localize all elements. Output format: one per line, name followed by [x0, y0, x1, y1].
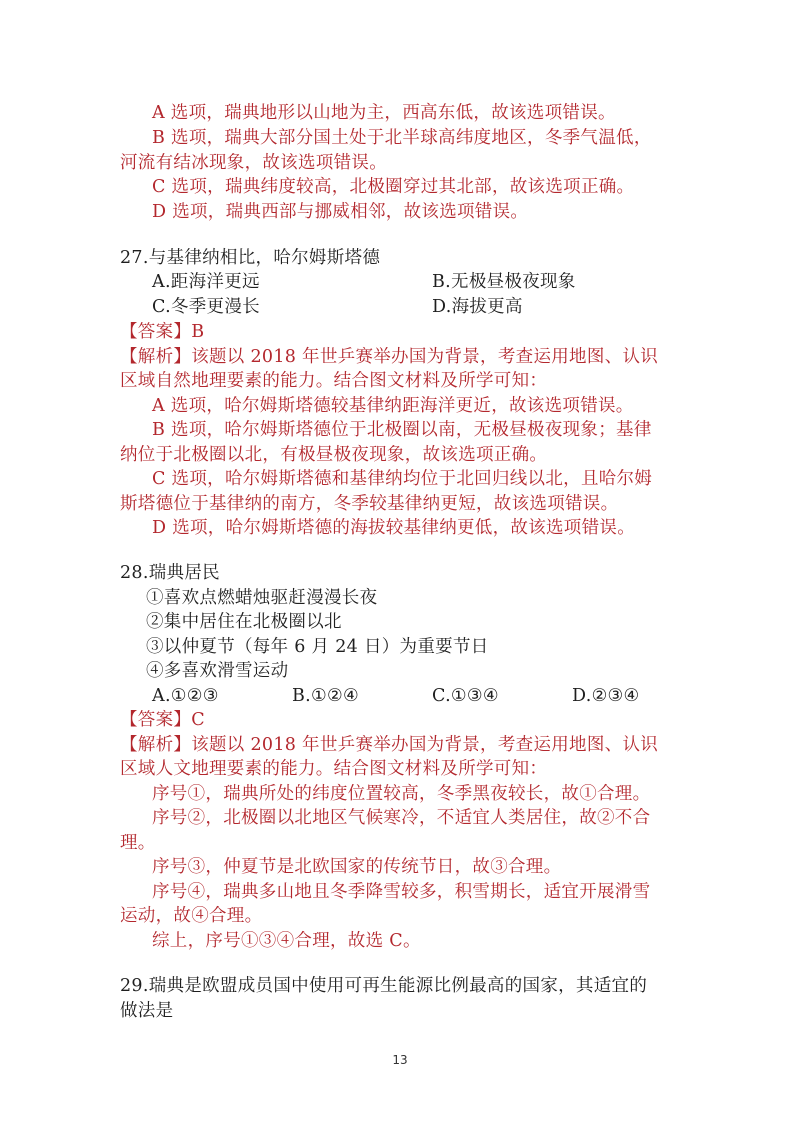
q28-item-4: ④多喜欢滑雪运动: [146, 661, 289, 681]
page-number: 13: [392, 1053, 408, 1067]
q28-item1-explanation: 序号①，瑞典所处的纬度位置较高，冬季黑夜较长，故①合理。: [152, 784, 651, 804]
q28-summary: 综上，序号①③④合理，故选 C。: [152, 931, 421, 951]
q27-stem: 27.与基律纳相比，哈尔姆斯塔德: [120, 248, 381, 268]
q27-answer: 【答案】B: [120, 322, 205, 342]
q26-option-d-explanation: D 选项，瑞典西部与挪威相邻，故该选项错误。: [152, 202, 529, 222]
q28-option-d: D.②③④: [572, 686, 640, 706]
q28-item-1: ①喜欢点燃蜡烛驱赶漫漫长夜: [146, 588, 378, 608]
q27-option-b-explanation-line2: 纳位于北极圈以北，有极昼极夜现象，故该选项正确。: [120, 445, 548, 465]
q28-item3-explanation: 序号③，仲夏节是北欧国家的传统节日，故③合理。: [152, 857, 562, 877]
q27-analysis-line2: 区域自然地理要素的能力。结合图文材料及所学可知：: [120, 371, 548, 391]
q27-analysis-line1: 【解析】该题以 2018 年世乒赛举办国为背景，考查运用地图、认识: [120, 347, 659, 367]
q26-option-b-explanation-line1: B 选项，瑞典大部分国土处于北半球高纬度地区，冬季气温低，: [152, 128, 652, 148]
q28-item4-explanation-line1: 序号④，瑞典多山地且冬季降雪较多，积雪期长，适宜开展滑雪: [152, 882, 651, 902]
q28-option-b: B.①②④: [292, 686, 359, 706]
q28-analysis-line2: 区域人文地理要素的能力。结合图文材料及所学可知：: [120, 759, 548, 779]
q29-stem-line2: 做法是: [120, 1001, 174, 1021]
q27-option-d-explanation: D 选项，哈尔姆斯塔德的海拔较基律纳更低，故该选项错误。: [152, 518, 635, 538]
q28-item4-explanation-line2: 运动，故④合理。: [120, 906, 263, 926]
q28-option-c: C.①③④: [432, 686, 499, 706]
q26-option-c-explanation: C 选项，瑞典纬度较高，北极圈穿过其北部，故该选项正确。: [152, 177, 635, 197]
q28-stem: 28.瑞典居民: [120, 563, 220, 583]
q27-option-c-explanation-line2: 斯塔德位于基律纳的南方，冬季较基律纳更短，故该选项错误。: [120, 494, 619, 514]
q29-stem-line1: 29.瑞典是欧盟成员国中使用可再生能源比例最高的国家，其适宜的: [120, 976, 648, 996]
q27-option-d: D.海拔更高: [432, 297, 523, 317]
q27-option-b-explanation-line1: B 选项，哈尔姆斯塔德位于北极圈以南，无极昼极夜现象；基律: [152, 420, 652, 440]
q28-analysis-line1: 【解析】该题以 2018 年世乒赛举办国为背景，考查运用地图、认识: [120, 735, 659, 755]
q28-item-3: ③以仲夏节（每年 6 月 24 日）为重要节日: [146, 637, 489, 657]
q27-option-c: C.冬季更漫长: [152, 297, 260, 317]
q27-option-a-explanation: A 选项，哈尔姆斯塔德较基律纳距海洋更近，故该选项错误。: [152, 396, 634, 416]
q27-option-a: A.距海洋更远: [152, 272, 260, 292]
q28-item2-explanation-line1: 序号②，北极圈以北地区气候寒冷，不适宜人类居住，故②不合: [152, 808, 651, 828]
q26-option-b-explanation-line2: 河流有结冰现象，故该选项错误。: [120, 153, 387, 173]
q28-item2-explanation-line2: 理。: [120, 833, 156, 853]
q28-option-a: A.①②③: [152, 686, 219, 706]
q27-option-c-explanation-line1: C 选项，哈尔姆斯塔德和基律纳均位于北回归线以北，且哈尔姆: [152, 469, 653, 489]
q28-answer: 【答案】C: [120, 710, 205, 730]
q27-option-b: B.无极昼极夜现象: [432, 272, 576, 292]
q26-option-a-explanation: A 选项，瑞典地形以山地为主，西高东低，故该选项错误。: [152, 103, 616, 123]
q28-item-2: ②集中居住在北极圈以北: [146, 612, 342, 632]
